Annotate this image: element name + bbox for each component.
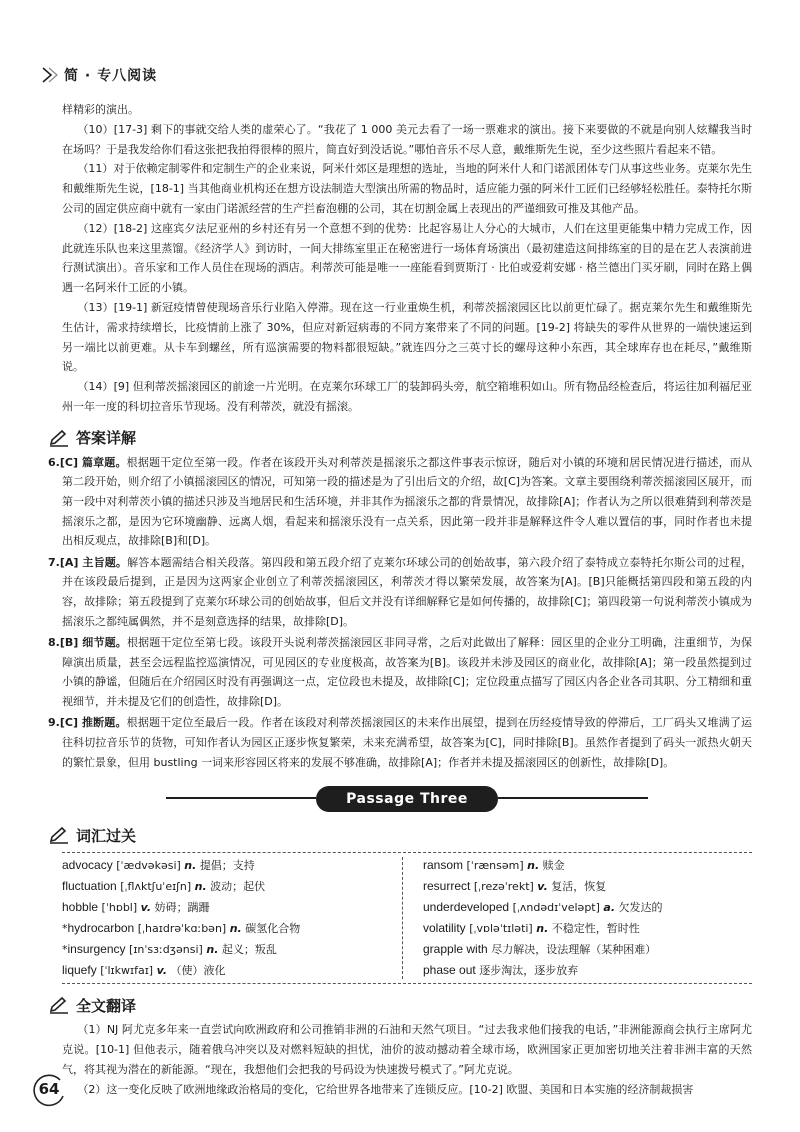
vocab-word: hobble [62,900,99,915]
vocab-word: insurgency [67,942,126,957]
vocab-phonetic: [ɪnˈsɜːdʒənsi] [129,943,203,957]
vocab-phonetic: [ˌvɒləˈtɪləti] [469,922,533,936]
paragraph: （1）NJ 阿尤克多年来一直尝试向欧洲政府和公司推销非洲的石油和天然气项目。“过去我求他们接我的电话，”非洲能源商会执行主席阿尤克说。[10-1] 但他表示，随着俄乌冲突以及对燃料短缺的担忧，油价的波动撼动着全球市场，欧洲国家正更加密切地关注着非洲丰富的天然气，将其视为潜在的新能源。“现在，我想他们会把我的号码设为快速拨号模式了。”阿尤克说。 [62,1023,752,1076]
paragraph: （13）[19-1] 新冠疫情曾使现场音乐行业陷入停滞。现在这一行业重焕生机，利蒂茨摇滚园区比以前更忙碌了。据克莱尔先生和戴维斯先生估计，需求持续增长，比疫情前上涨了 30%，但应对新冠病毒的不同方案带来了不同的问题。[19-2] 将缺失的零件从世界的一端快速运到另一端比以前更难。从卡车到螺丝，所有巡演需要的物料都很短缺。”就连四分之三英寸长的螺母这种小东西，其全球库存也在耗尽，”戴维斯说。 [62,300,752,374]
vocab-definition: 尽力解决，设法理解（某种困难） [491,943,657,957]
page-header [40,62,157,88]
answer-number: 7. [48,555,60,569]
vocab-table [62,852,752,984]
answer-number: 9. [48,716,60,730]
vocab-definition: 提倡；支持 [199,859,255,873]
answer-explanation: 根据题干定位至第一段。作者在该段开头对利蒂茨是摇滚乐之都这件事表示惊讶，随后对小镇的环境和居民情况进行描述，而从第二段开始，则介绍了小镇摇滚园区的情况，可知第一段的描述是为了引出后文的介绍，故[C]为答案。文章主要围绕利蒂茨摇滚园区展开，而第一段中对利蒂茨小镇的描述只涉及当地居民和生活环境，并非其作为摇滚乐之都的背景情况，故排除[A]；作者认为之所以很难猜到利蒂茨是摇滚乐之都，是因为它环境幽静、远离人烟，看起来和摇滚乐没有一点关系，因此第一段并非是解释这件令人难以置信的事，同时作者也未提出相反观点，故排除[B]和[D]。 [62,455,752,548]
vocab-star: * [62,943,68,957]
answers-section-heading [48,423,752,453]
vocab-phonetic: [ˈædvəkəsi] [116,859,181,873]
vocab-definition: （使）液化 [170,964,226,978]
vocab-definition: 欠发达的 [618,901,663,915]
passage-banner-row [62,786,752,812]
vocab-pos: n. [184,859,197,873]
paragraph: 样精彩的演出。 [62,103,139,116]
answer-explanation: 根据题干定位至第七段。该段开头说利蒂茨摇滚园区非同寻常，之后对此做出了解释：园区里的企业分工明确，注重细节，为保障演出质量，甚至会远程监控巡演情况，可见园区的专业度极高，故答案为[B]。该段并未涉及园区的商业化，故排除[A]；第一段虽然提到过小镇的静谧，但随后在介绍园区时没有再强调这一点，定位段也未提及，故排除[C]；定位段重点描写了园区内各企业各司其职、分工精细和重视细节，并未提及它们的创造性，故排除[D]。 [62,636,752,708]
answers-list [48,453,752,773]
vocab-phonetic: [ˈhɒbl] [101,901,138,915]
paragraph: （14）[9] 但利蒂茨摇滚园区的前途一片光明。在克莱尔环球工厂的装卸码头旁，航空箱堆积如山。所有物品经检查后，将运往加利福尼亚州一年一度的科切拉音乐节现场。没有利蒂茨，就没有摇滚。 [62,380,752,413]
vocab-word: volatility [423,921,466,936]
answer-tag: [C] 推断题。 [59,716,127,730]
paragraph: （12）[18-2] 这座宾夕法尼亚州的乡村还有另一个意想不到的优势：比起容易让人分心的大城市，人们在这里更能集中精力完成工作，因此就连乐队也来这里蒸馏。《经济学人》到访时，一间大排练室里正在秘密进行一场体育场演出（最初建造这间排练室的目的是在艺人表演前进行测试演出）。音乐家和工作人员住在现场的酒店。利蒂茨可能是唯一一座能看到贾斯汀 · 比伯或爱莉安娜 · 格兰德出门买牙刷，同时在路上偶遇一名阿米什工匠的小镇。 [62,221,752,295]
vocab-item [423,918,752,939]
answer-item [48,713,752,772]
vocab-word: resurrect [423,879,471,894]
vocab-pos: n. [229,922,242,936]
vocab-word: underdeveloped [423,900,510,915]
vocab-column-left [62,855,407,981]
vocab-item [62,876,407,897]
vocab-star: * [62,922,68,936]
translation-continued [62,100,752,417]
vocab-item [423,939,752,960]
vocab-pos: v. [140,901,152,915]
vocab-section-heading [48,820,752,850]
vocab-word: phase out [423,963,476,978]
vocab-definition: 起义；叛乱 [221,943,277,957]
vocab-item [62,918,407,939]
answer-number: 8. [48,636,60,650]
vocab-word: ransom [423,858,464,873]
vocab-definition: 赎金 [542,859,565,873]
vocab-pos: a. [603,901,616,915]
vocab-word: hydrocarbon [67,921,135,936]
vocab-item [62,960,407,981]
translation-section-heading [48,990,752,1020]
vocab-item [62,855,407,876]
vocab-definition: 碳氢化合物 [245,922,301,936]
vocab-item [423,876,752,897]
vocab-word: grapple with [423,942,488,957]
vocab-item [423,897,752,918]
vocab-item [62,897,407,918]
answer-item [48,453,752,551]
vocab-definition: 不稳定性，暂时性 [551,922,640,936]
answers-title: 答案详解 [76,429,137,448]
vocab-pos: n. [536,922,549,936]
vocab-phonetic: [ˈrænsəm] [466,859,524,873]
vocab-phonetic: [ˈlɪkwɪfaɪ] [100,964,154,978]
vocab-definition: 波动；起伏 [210,880,266,894]
vocab-pos: n. [194,880,207,894]
answer-number: 6. [48,455,60,469]
vocab-definition: 逐步淘汰，逐步放弃 [479,964,579,978]
vocab-word: advocacy [62,858,113,873]
book-corner-icon [40,65,62,85]
pen-icon [48,826,70,844]
paragraph: （11）对于依赖定制零件和定制生产的企业来说，阿米什郊区是理想的选址，当地的阿米什人和门诺派团体专门从事这些业务。克莱尔先生和戴维斯先生说，[18-1] 当其他商业机构还在想方设法制造大型演出所需的物品时，适应能力强的阿米什工匠们已经够轻松胜任。泰特托尔斯公司的固定供应商中就有一家由门诺派经营的生产拦畜泡棚的公司，其在切割金属上表现出的严谨细致可推及其他产品。 [62,162,752,215]
vocab-word: liquefy [62,963,97,978]
answer-item [48,553,752,631]
answer-tag: [A] 主旨题。 [59,555,128,569]
vocab-pos: n. [206,943,219,957]
paragraph: （10）[17-3] 剩下的事就交给人类的虚荣心了。“我花了 1 000 美元去看了一场一票难求的演出。接下来要做的不就是向别人炫耀我当时在场吗？于是我发给你们看这张把我拍得很棒的照片，简直好到没话说。”哪怕音乐不尽人意，戴维斯先生说，至少这些照片看起来不错。 [62,122,752,156]
translation-title: 全文翻译 [76,996,137,1015]
vocab-item [423,855,752,876]
passage-banner: Passage Three [316,786,498,812]
vocab-phonetic: [ˌrezəˈrekt] [473,880,534,894]
vocab-phonetic: [ˌflʌktʃuˈeɪʃn] [120,880,192,894]
vocab-definition: 复活，恢复 [551,880,607,894]
pen-icon [48,996,70,1014]
vocab-item [62,939,407,960]
pen-icon [48,429,70,447]
vocab-item [423,960,752,981]
paragraph: （2）这一变化反映了欧洲地缘政治格局的变化，它给世界各地带来了连锁反应。[10-2] 欧盟、美国和日本实施的经济制裁损害 [77,1082,694,1096]
vocab-definition: 妨碍；蹒跚 [154,901,210,915]
answer-explanation: 根据题干定位至最后一段。作者在该段对利蒂茨摇滚园区的未来作出展望，提到在历经疫情导致的停滞后，工厂码头又堆满了运往科切拉音乐节的货物，可知作者认为园区正逐步恢复繁荣，未来充满希望，故答案为[C]，同时排除[B]。虽然作者提到了码头一派热火朝天的繁忙景象，但用 bustling 一词来形容园区将来的发展不够准确，故排除[A]；作者并未提及摇滚园区的创新性，故排除[D]。 [62,716,752,769]
answer-tag: [B] 细节题。 [59,636,127,650]
vocab-pos: v. [537,880,548,894]
answer-explanation: 解答本题需结合相关段落。第四段和第五段介绍了克莱尔环球公司的创始故事，第六段介绍了泰特成立泰特托尔斯公司的过程，并在该段最后提到，正是因为这两家企业创立了利蒂茨摇滚园区，利蒂茨才得以繁荣发展，故答案为[A]。[B]只能概括第四段和第五段的内容，故排除；第五段提到了克莱尔环球公司的创始故事，但后文并没有详细解释它是如何传播的，故排除[C]；第四段第一句说利蒂茨小镇成为摇滚乐之都纯属偶然，并不是刻意选择的结果，故排除[D]。 [62,555,752,628]
vocab-title: 词汇过关 [76,826,137,845]
vocab-word: fluctuation [62,879,117,894]
answer-item [48,633,752,711]
vocab-phonetic: [ˌʌndədɪˈveləpt] [512,901,600,915]
vocab-column-right [407,855,752,981]
vocab-pos: n. [527,859,540,873]
page-number-badge [30,1072,68,1110]
page-number: 64 [38,1080,60,1098]
vocab-pos: v. [156,964,168,978]
vocab-phonetic: [ˌhaɪdrəˈkɑːbən] [137,922,227,936]
answer-tag: [C] 篇章题。 [59,455,127,469]
translation-text [62,1020,752,1099]
header-title: 简 · 专八阅读 [64,68,158,84]
